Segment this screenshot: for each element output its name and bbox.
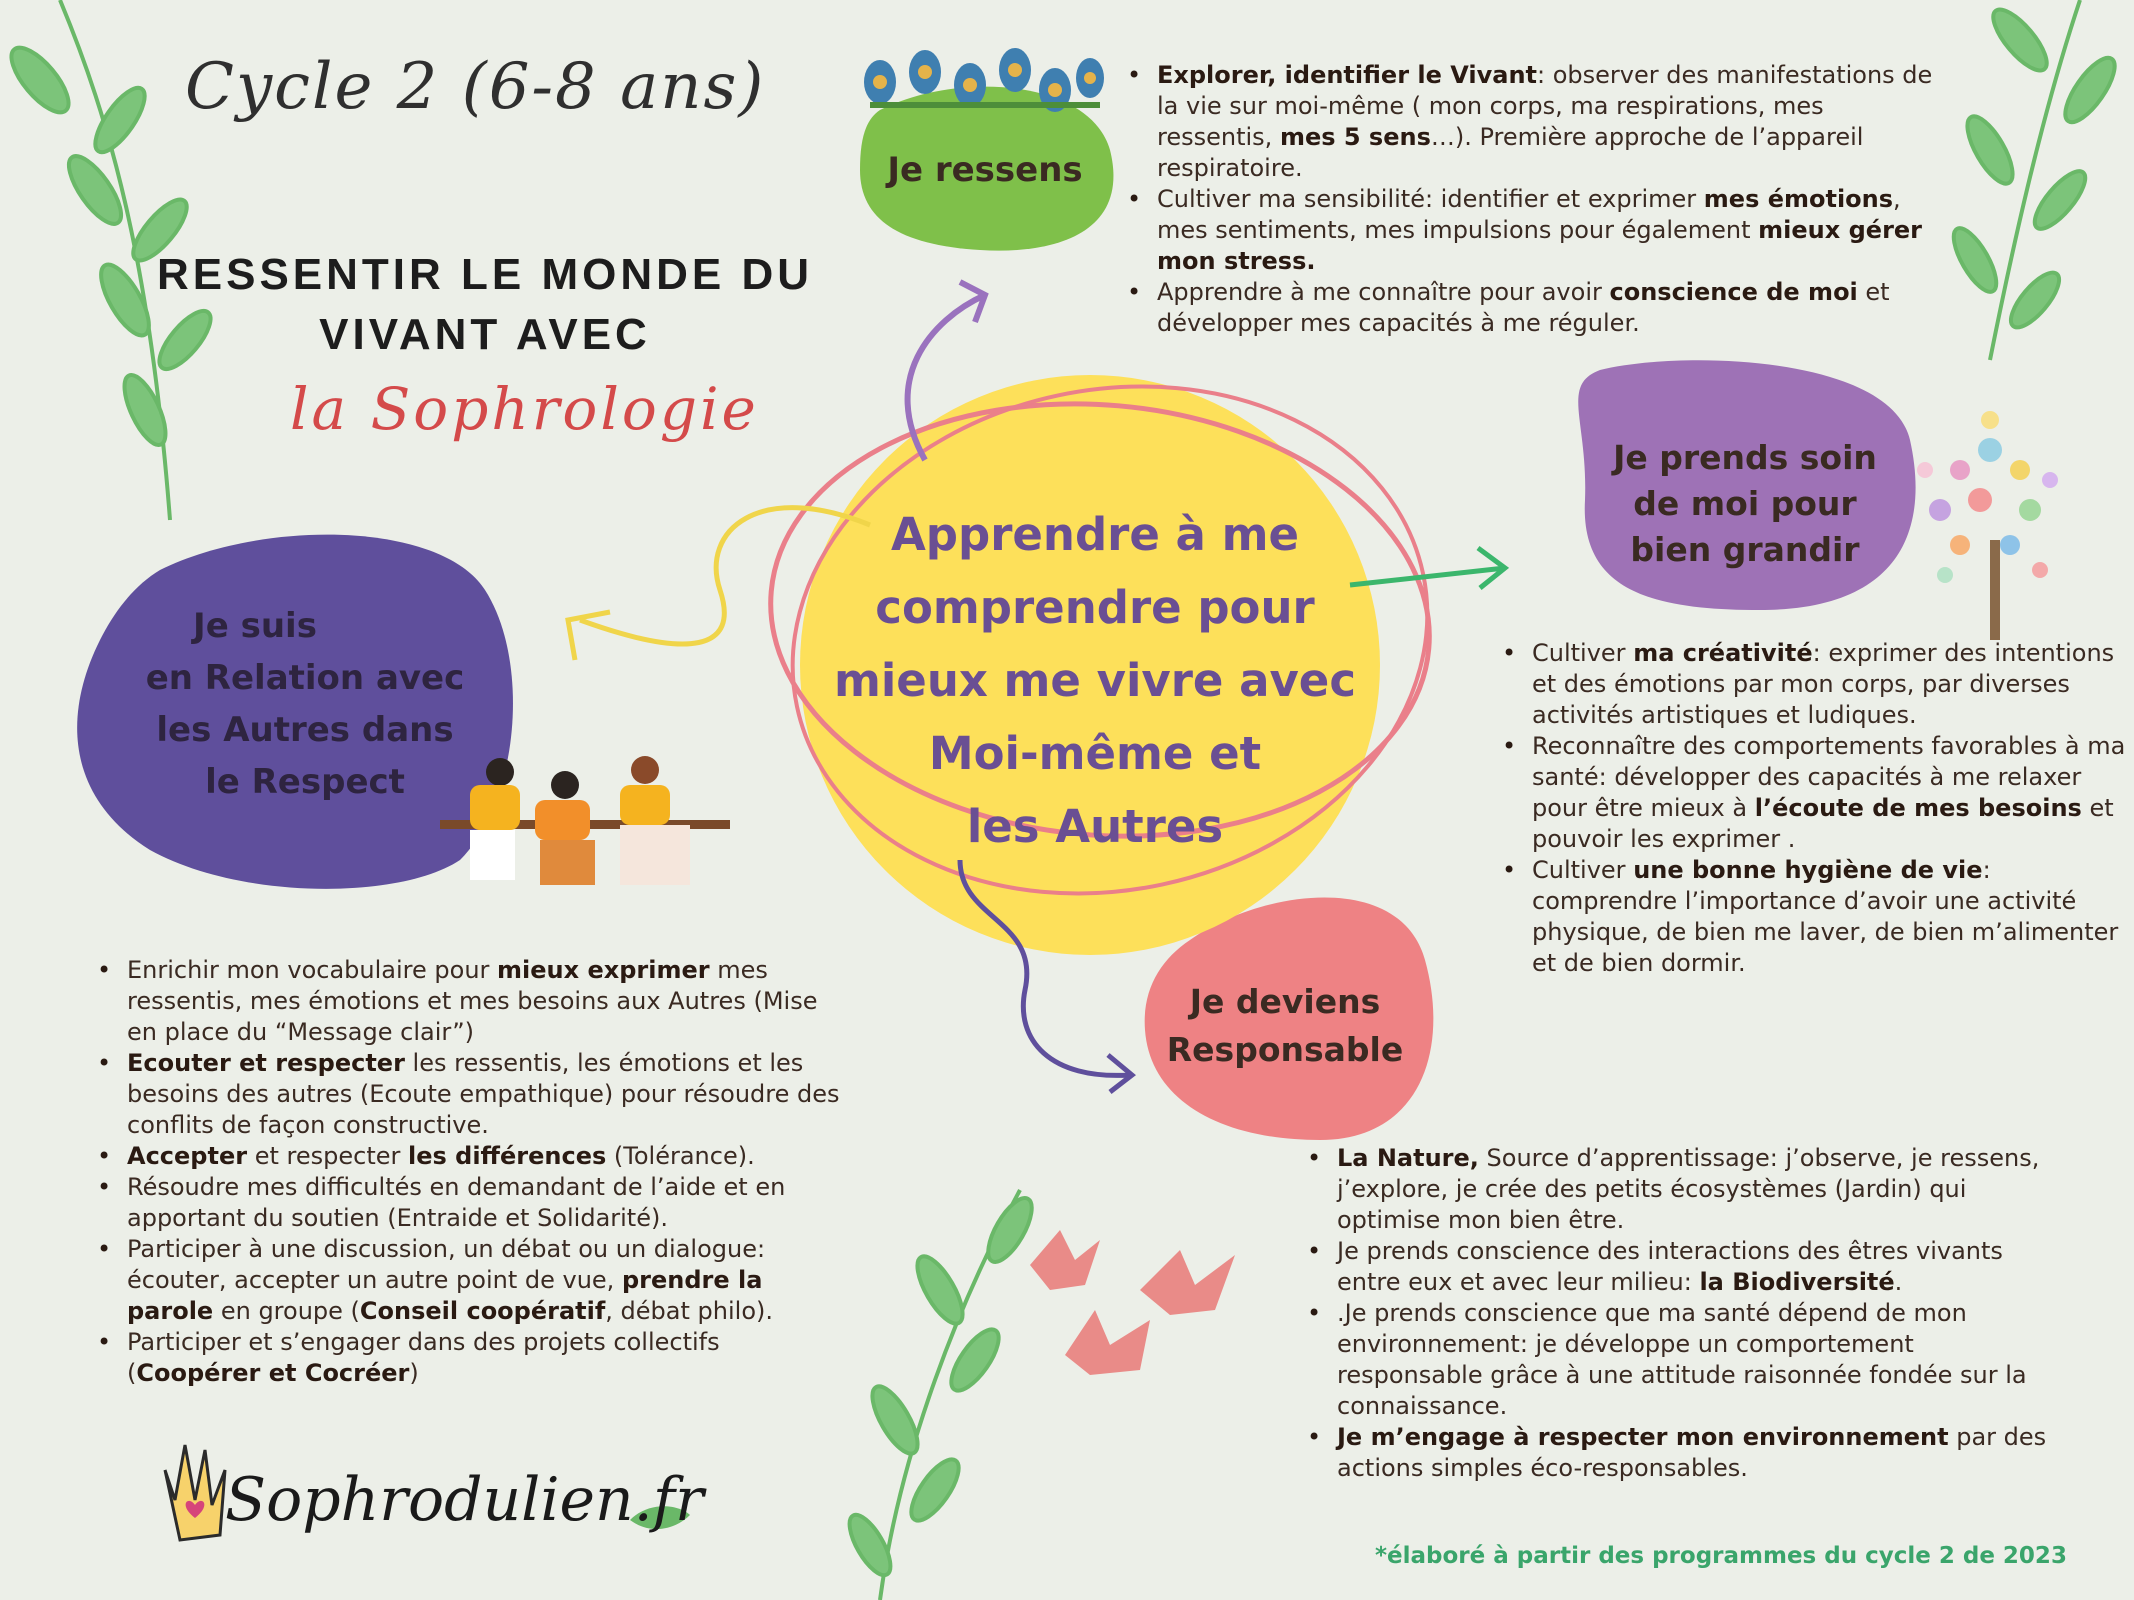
soin-label-line: de moi pour xyxy=(1633,484,1857,523)
relation-label xyxy=(100,600,510,808)
colorful-tree-illustration xyxy=(1917,411,2058,640)
list-item: • Cultiver ma sensibilité: identifier et exprimer mes émotions, mes sentiments, mes impulsions pour également mieux gérer mon stress. xyxy=(1157,184,1937,277)
footnote: *élaboré à partir des programmes du cycle 2 de 2023 xyxy=(1375,1543,2067,1569)
bold-text: Je m’engage à respecter mon environnement xyxy=(1337,1423,1949,1451)
soin-label xyxy=(1590,435,1900,573)
soin-label-line: Je prends soin xyxy=(1613,438,1877,477)
list-item: • Accepter et respecter les différences (Tolérance). xyxy=(127,1141,847,1172)
bold-text: mieux exprimer xyxy=(497,956,710,984)
soin-label-line: bien grandir xyxy=(1630,530,1860,569)
list-item: • Participer à une discussion, un débat ou un dialogue: écouter, accepter un autre point de vue, prendre la parole en groupe (Conseil coopératif, débat philo). xyxy=(127,1234,847,1327)
list-item: • Apprendre à me connaître pour avoir conscience de moi et développer mes capacités à me réguler. xyxy=(1157,277,1937,339)
bold-text: l’écoute de mes besoins xyxy=(1754,794,2082,822)
bold-text: Coopérer et Cocréer xyxy=(136,1359,410,1387)
bold-text: La Nature, xyxy=(1337,1144,1479,1172)
list-item: • Reconnaître des comportements favorables à ma santé: développer des capacités à me relaxer pour être mieux à l’écoute de mes besoins et pouvoir les exprimer . xyxy=(1532,731,2132,855)
list-item: • Participer et s’engager dans des projets collectifs (Coopérer et Cocréer) xyxy=(127,1327,847,1389)
soin-list xyxy=(1500,638,2132,979)
responsable-label-line: Responsable xyxy=(1166,1030,1404,1069)
list-item: • Explorer, identifier le Vivant: observer des manifestations de la vie sur moi-même ( mon corps, ma respirations, mes ressentis, mes 5 sens…). Première approche de l’appareil respiratoire. xyxy=(1157,60,1937,184)
responsable-label xyxy=(1150,978,1420,1074)
leaf-branch-bottom-center xyxy=(842,1190,1040,1600)
ressens-list xyxy=(1125,60,1937,339)
logo-hand-icon xyxy=(165,1445,225,1540)
center-message xyxy=(810,498,1380,863)
bold-text: une bonne hygiène de vie xyxy=(1633,856,1983,884)
peacock-feathers-illustration xyxy=(864,48,1104,112)
bold-text: mes 5 sens xyxy=(1279,123,1431,151)
list-item: • Je m’engage à respecter mon environnement par des actions simples éco-responsables. xyxy=(1337,1422,2057,1484)
bold-text: Explorer, identifier le Vivant xyxy=(1157,61,1538,89)
leaf-branch-top-right xyxy=(1946,0,2124,360)
list-item: • Résoudre mes difficultés en demandant de l’aide et en apportant du soutien (Entraide et Solidarité). xyxy=(127,1172,847,1234)
relation-label-line: le Respect xyxy=(205,762,405,802)
bold-text: prendre la parole xyxy=(127,1266,763,1325)
list-item: • Cultiver ma créativité: exprimer des intentions et des émotions par mon corps, par diverses activités artistiques et ludiques. xyxy=(1532,638,2132,731)
bold-text: conscience de moi xyxy=(1609,278,1858,306)
list-item: • Ecouter et respecter les ressentis, les émotions et les besoins des autres (Ecoute empathique) pour résoudre des conflits de façon constructive. xyxy=(127,1048,847,1141)
bold-text: Accepter xyxy=(127,1142,248,1170)
bold-text: les différences xyxy=(408,1142,607,1170)
relation-list xyxy=(95,955,847,1389)
main-title-line2: VIVANT AVEC xyxy=(319,310,651,359)
main-title-line1: RESSENTIR LE MONDE DU xyxy=(156,250,814,299)
responsable-list xyxy=(1305,1143,2057,1484)
list-item: • La Nature, Source d’apprentissage: j’observe, je ressens, j’explore, je crée des petits écosystèmes (Jardin) qui optimise mon bien être. xyxy=(1337,1143,2057,1236)
logo-text: Sophrodulien.fr xyxy=(225,1465,704,1535)
bold-text: la Biodiversité xyxy=(1699,1268,1895,1296)
center-line: comprendre pour xyxy=(875,581,1315,634)
list-item: • Je prends conscience des interactions des êtres vivants entre eux et avec leur milieu: la Biodiversité. xyxy=(1337,1236,2057,1298)
center-line: Apprendre à me xyxy=(890,508,1300,561)
responsable-label-line: Je deviens xyxy=(1189,982,1381,1021)
relation-label-line: Je suis xyxy=(193,606,317,646)
bold-text: Conseil coopératif xyxy=(359,1297,606,1325)
bold-text: mes émotions xyxy=(1703,185,1894,213)
ressens-label: Je ressens xyxy=(887,150,1083,190)
bold-text: mieux gérer mon stress. xyxy=(1157,216,1923,275)
bold-text: Ecouter et respecter xyxy=(127,1049,405,1077)
center-line: Moi-même et xyxy=(928,727,1262,780)
main-title xyxy=(140,245,830,365)
relation-label-line: les Autres dans xyxy=(156,710,454,750)
center-line: les Autres xyxy=(966,800,1224,853)
cycle-title: Cycle 2 (6-8 ans) xyxy=(185,50,766,124)
list-item: • Enrichir mon vocabulaire pour mieux exprimer mes ressentis, mes émotions et mes besoins aux Autres (Mise en place du “Message clair”) xyxy=(127,955,847,1048)
list-item: • .Je prends conscience que ma santé dépend de mon environnement: je développe un comportement responsable grâce à une attitude raisonnée fondée sur la connaissance. xyxy=(1337,1298,2057,1422)
center-line: mieux me vivre avec xyxy=(833,654,1356,707)
birds-illustration xyxy=(1030,1230,1235,1375)
subtitle-script: la Sophrologie xyxy=(290,375,759,443)
list-item: • Cultiver une bonne hygiène de vie: comprendre l’importance d’avoir une activité physique, de bien me laver, de bien m’alimenter et de bien dormir. xyxy=(1532,855,2132,979)
relation-label-line: en Relation avec xyxy=(145,658,465,698)
bold-text: ma créativité xyxy=(1633,639,1813,667)
